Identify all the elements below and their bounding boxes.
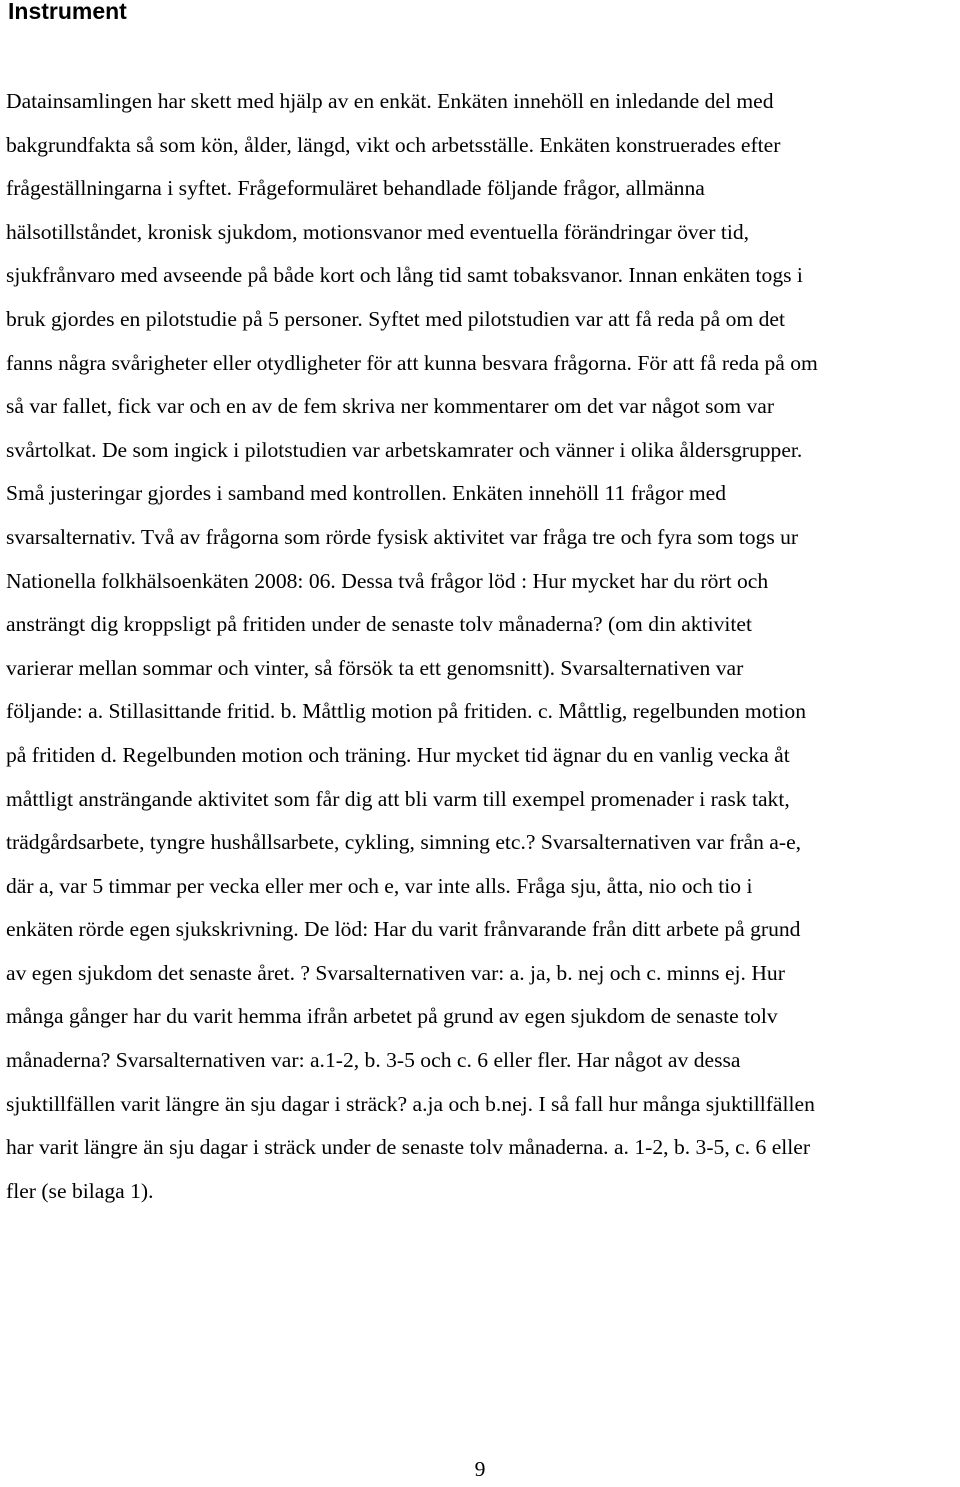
paragraph-line: Små justeringar gjordes i samband med kontrollen. Enkäten innehöll 11 frågor med	[6, 481, 727, 506]
paragraph-line: Datainsamlingen har skett med hjälp av en enkät. Enkäten innehöll en inledande del med	[6, 89, 774, 113]
paragraph-line: följande: a. Stillasittande fritid. b. Måttlig motion på fritiden. c. Måttlig, regelbunden motion	[6, 699, 807, 724]
paragraph-line: Nationella folkhälsoenkäten 2008: 06. Dessa två frågor löd : Hur mycket har du rört och	[6, 568, 769, 593]
body-paragraph	[6, 80, 958, 1213]
paragraph-line: av egen sjukdom det senaste året. ? Svarsalternativen var: a. ja, b. nej och c. minns ej. Hur	[6, 960, 785, 985]
paragraph-line: hälsotillståndet, kronisk sjukdom, motionsvanor med eventuella förändringar över tid,	[6, 219, 750, 244]
paragraph-line: varierar mellan sommar och vinter, så försök ta ett genomsnitt). Svarsalternativen var	[6, 655, 744, 680]
paragraph-line: månaderna? Svarsalternativen var: a.1-2, b. 3-5 och c. 6 eller fler. Har något av dessa	[6, 1048, 741, 1073]
paragraph-line: på fritiden d. Regelbunden motion och träning. Hur mycket tid ägnar du en vanlig vecka åt	[6, 742, 790, 767]
paragraph-line: svarsalternativ. Två av frågorna som rörde fysisk aktivitet var fråga tre och fyra som togs ur	[6, 524, 799, 549]
paragraph-line: frågeställningarna i syftet. Frågeformuläret behandlade följande frågor, allmänna	[6, 176, 705, 201]
paragraph-line: fanns några svårigheter eller otydligheter för att kunna besvara frågorna. För att få reda på om	[6, 350, 818, 375]
paragraph-line: så var fallet, fick var och en av de fem skriva ner kommentarer om det var något som var	[6, 394, 775, 419]
paragraph-line: sjukfrånvaro med avseende på både kort och lång tid samt tobaksvanor. Innan enkäten togs i	[6, 263, 803, 288]
paragraph-line: har varit längre än sju dagar i sträck under de senaste tolv månaderna. a. 1-2, b. 3-5, c. 6 eller	[6, 1135, 811, 1160]
paragraph-line: där a, var 5 timmar per vecka eller mer och e, var inte alls. Fråga sju, åtta, nio och tio i	[6, 873, 753, 898]
page-number: 9	[474, 1457, 486, 1481]
paragraph-line: svårtolkat. De som ingick i pilotstudien var arbetskamrater och vänner i olika åldersgrupper.	[6, 437, 803, 462]
paragraph-line: bakgrundfakta så som kön, ålder, längd, vikt och arbetsställe. Enkäten konstruerades efter	[6, 132, 781, 157]
paragraph-line: fler (se bilaga 1).	[6, 1178, 154, 1203]
paragraph-line: sjuktillfällen varit längre än sju dagar i sträck? a.ja och b.nej. I så fall hur många sjuktillfällen	[6, 1091, 815, 1116]
section-heading: Instrument	[8, 0, 127, 24]
paragraph-line: trädgårdsarbete, tyngre hushållsarbete, cykling, simning etc.? Svarsalternativen var från a-e,	[6, 830, 802, 855]
paragraph-line: ansträngt dig kroppsligt på fritiden under de senaste tolv månaderna? (om din aktivitet	[6, 612, 752, 637]
paragraph-line: måttligt ansträngande aktivitet som får dig att bli varm till exempel promenader i rask takt,	[6, 786, 790, 811]
paragraph-line: bruk gjordes en pilotstudie på 5 personer. Syftet med pilotstudien var att få reda på om det	[6, 306, 785, 331]
paragraph-line: många gånger har du varit hemma ifrån arbetet på grund av egen sjukdom de senaste tolv	[6, 1004, 778, 1029]
paragraph-line: enkäten rörde egen sjukskrivning. De löd: Har du varit frånvarande från ditt arbete på grund	[6, 917, 801, 942]
